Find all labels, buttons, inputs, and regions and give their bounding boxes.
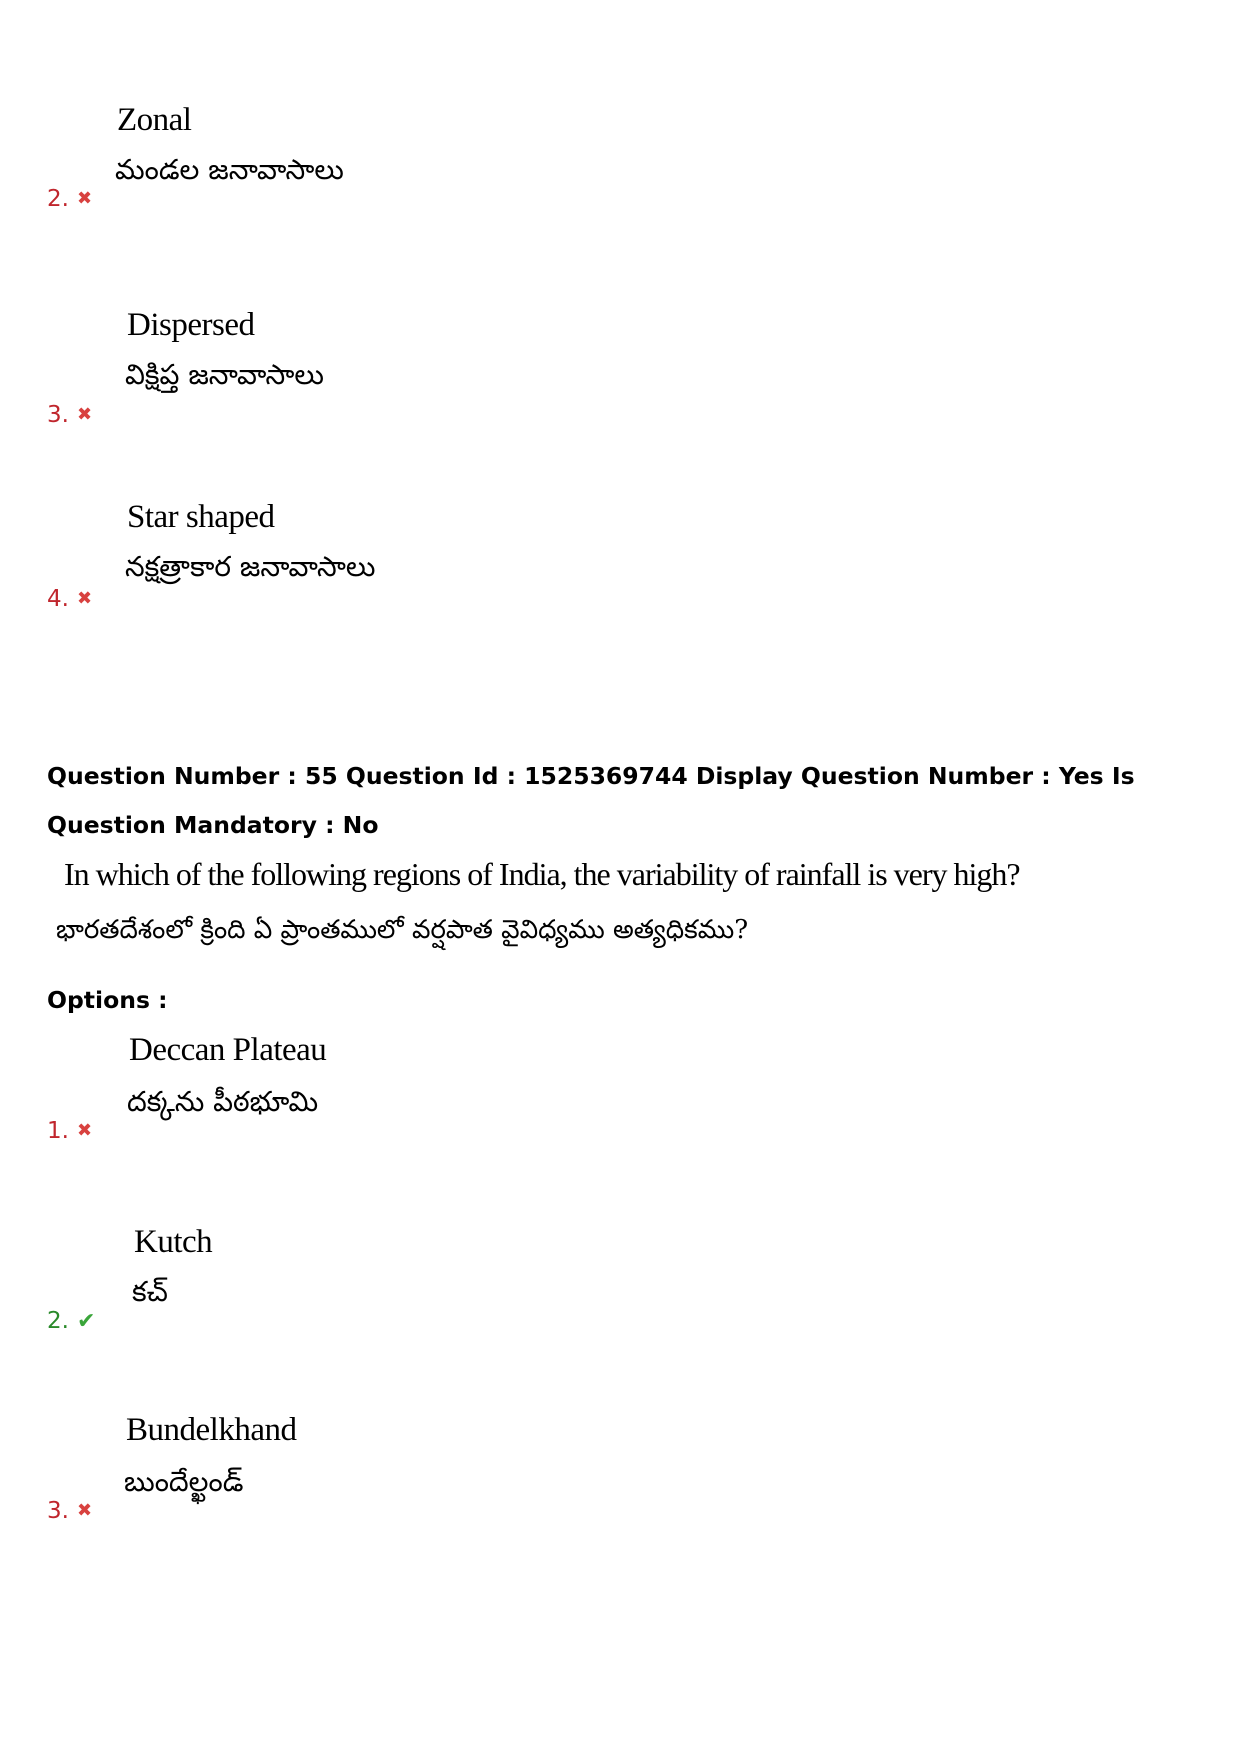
option-number: 3. ✖ <box>47 402 93 428</box>
option-telugu-text: బుందేల్ఖండ్ <box>124 1465 244 1498</box>
option-number: 2. ✔ <box>47 1308 96 1334</box>
option-english-text: Zonal <box>117 102 192 138</box>
cross-icon: ✖ <box>76 1120 93 1141</box>
option-telugu-text: విక్షిప్త జనావాసాలు <box>125 358 324 391</box>
question-text-english: In which of the following regions of India, the variability of rainfall is very high? <box>64 856 1020 892</box>
option-telugu-text: మండల జనావాసాలు <box>115 153 344 186</box>
option-english-text: Kutch <box>134 1224 213 1260</box>
option-english-text: Dispersed <box>127 307 255 343</box>
cross-icon: ✖ <box>76 588 93 609</box>
question-text-telugu: భారతదేశంలో క్రింది ఏ ప్రాంతములో వర్షపాత వైవిధ్యము అత్యధికము? <box>56 915 749 945</box>
options-label: Options : <box>47 986 168 1014</box>
option-number: 4. ✖ <box>47 586 93 612</box>
option-telugu-text: నక్షత్రాకార జనావాసాలు <box>125 550 376 583</box>
option-telugu-text: కచ్ <box>132 1275 168 1308</box>
cross-icon: ✖ <box>76 1500 93 1521</box>
cross-icon: ✖ <box>76 188 93 209</box>
option-number: 3. ✖ <box>47 1498 93 1524</box>
option-english-text: Star shaped <box>127 499 275 535</box>
option-telugu-text: దక్కను పీఠభూమి <box>127 1085 319 1118</box>
question-header: Question Number : 55 Question Id : 1525369744 Display Question Number : Yes Is Question Mandatory : No <box>47 762 1135 839</box>
option-english-text: Bundelkhand <box>126 1412 297 1448</box>
option-number: 2. ✖ <box>47 186 93 212</box>
option-english-text: Deccan Plateau <box>129 1032 327 1068</box>
option-number: 1. ✖ <box>47 1118 93 1144</box>
check-icon: ✔ <box>76 1309 96 1334</box>
cross-icon: ✖ <box>76 404 93 425</box>
